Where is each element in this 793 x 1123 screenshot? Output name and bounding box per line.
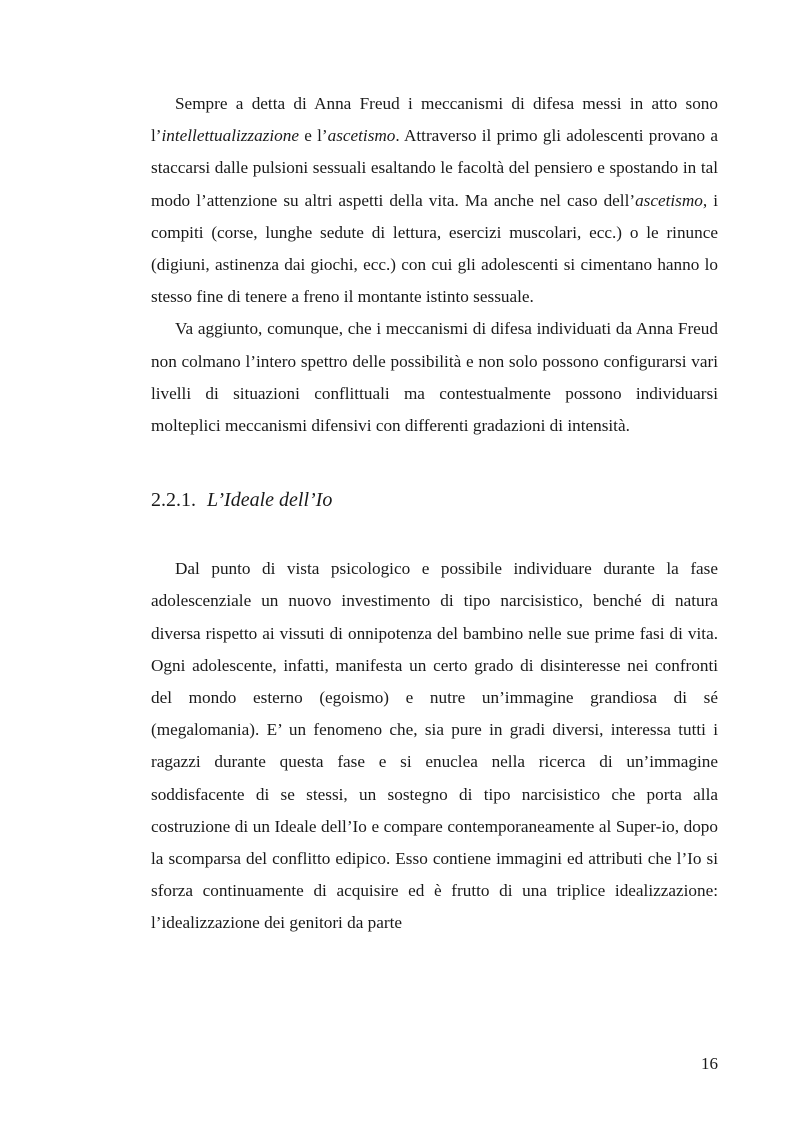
paragraph-ideal-ego	[151, 553, 718, 939]
section-number: 2.2.1.	[151, 489, 196, 512]
paragraph-defense-mechanisms	[151, 88, 718, 313]
text-run: e l’	[299, 126, 328, 146]
italic-term: ascetismo	[327, 126, 396, 146]
section-heading	[151, 488, 718, 512]
italic-term: ascetismo	[635, 190, 703, 210]
text-run: Dal punto di vista psicologico e possibile individuare durante la fase adolescenziale un nuovo investimento di tipo narcisistico, benché di natura diversa rispetto ai vissuti di onnipotenza del bambino nelle sue prime fasi di vita. Ogni adolescente, infatti, manifesta un certo grado di disinteresse nei confronti del mondo esterno (egoismo) e nutre un’immagine grandiosa di sé (megalomania). E’ un fenomeno che, sia pure in gradi diversi, interessa tutti i ragazzi durante questa fase e si enuclea nella ricerca di un’immagine soddisfacente di se stessi, un sostegno di tipo narcisistico che porta alla costruzione di un Ideale dell’Io e compare contemporaneamente al Super-io, dopo la scomparsa del conflitto edipico. Esso contiene immagini ed attributi che l’Io si sforza continuamente di acquisire ed è frutto di una triplice idealizzazione: l’idealizzazione dei genitori da parte	[151, 559, 718, 933]
text-run: . Attraverso il primo gli adolescenti provano a staccarsi dalle pulsioni sessuali esaltando le facoltà del pensiero e spostando in tal modo l’attenzione su altri aspetti della vita. Ma anche nel caso dell’	[151, 126, 718, 210]
text-run: , i compiti (corse, lunghe sedute di lettura, esercizi muscolari, ecc.) o le rinunce (digiuni, astinenza dai giochi, ecc.) con cui gli adolescenti si cimentano hanno lo stesso fine di tenere a freno il montante istinto sessuale.	[151, 190, 718, 307]
page-number: 16	[701, 1054, 718, 1073]
section-title: L’Ideale dell’Io	[207, 489, 333, 512]
document-page	[151, 88, 718, 940]
text-run: Sempre a detta di Anna Freud i meccanismi di difesa messi in atto sono l’	[151, 94, 718, 146]
paragraph-conflict-levels	[151, 313, 718, 442]
italic-term: intellettualizzazione	[161, 126, 299, 146]
text-run: Va aggiunto, comunque, che i meccanismi di difesa individuati da Anna Freud non colmano l’intero spettro delle possibilità e non solo possono configurarsi vari livelli di situazioni conflittuali ma contestualmente possono individuarsi molteplici meccanismi difensivi con differenti gradazioni di intensità.	[151, 319, 718, 436]
